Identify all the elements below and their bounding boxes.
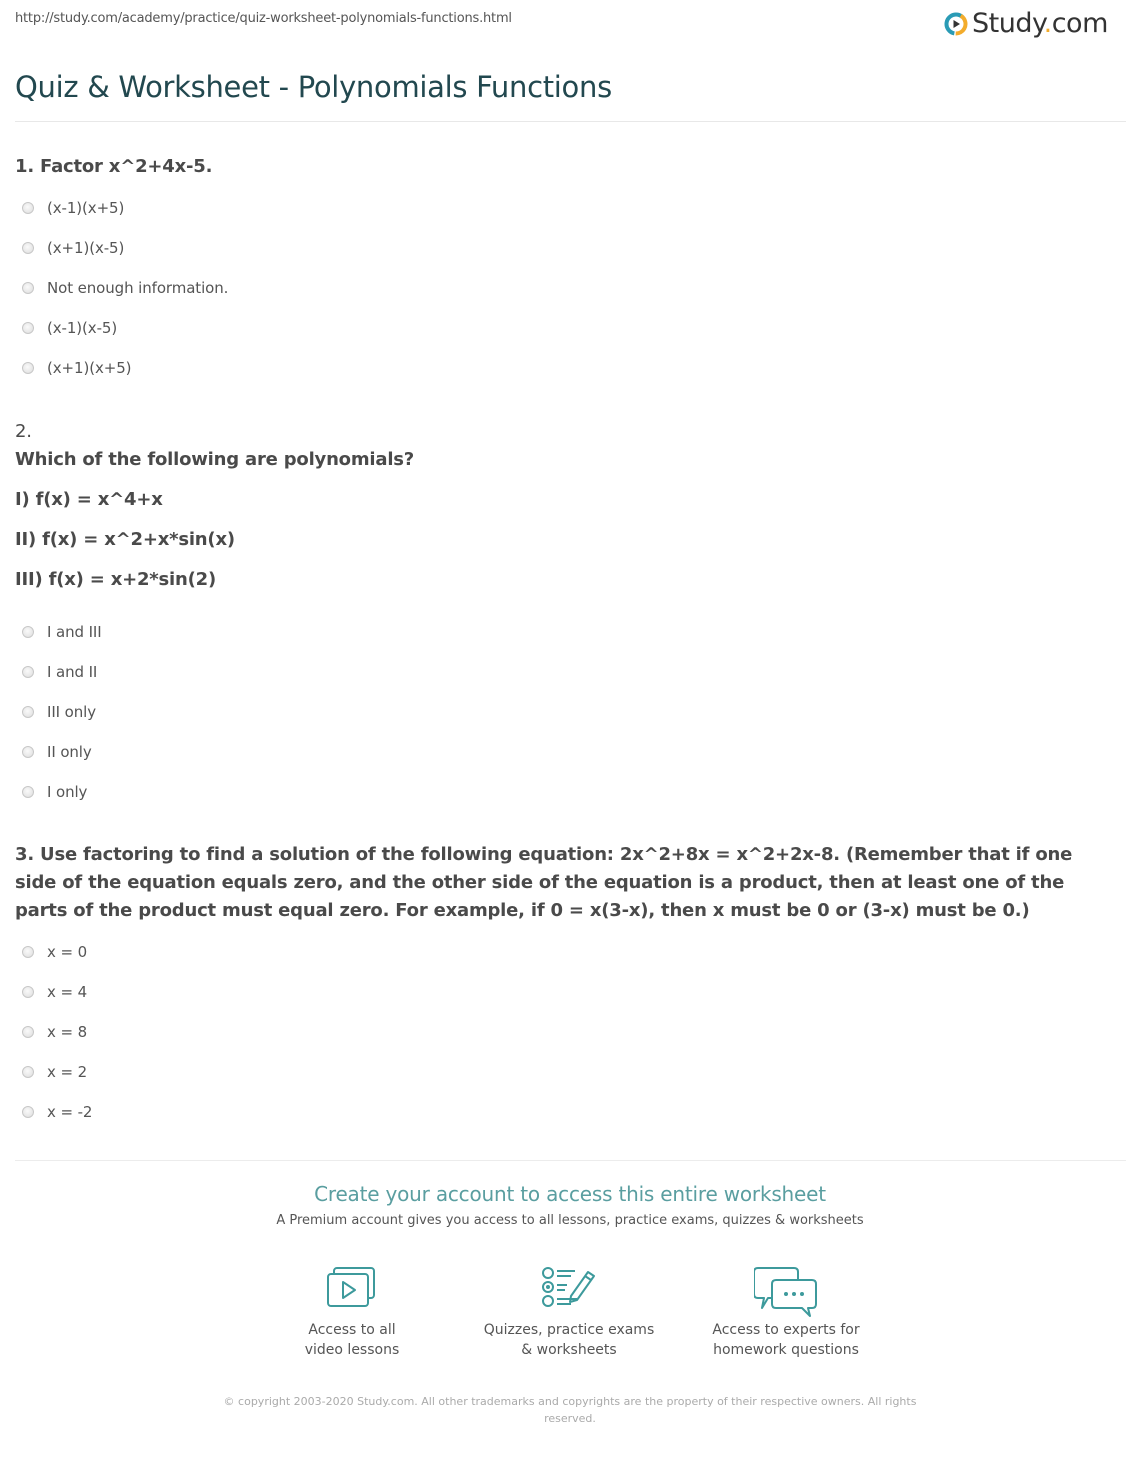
section-divider — [15, 1160, 1126, 1161]
radio-button[interactable] — [22, 626, 34, 638]
radio-button[interactable] — [22, 1026, 34, 1038]
q2-option-1[interactable]: I and III — [22, 622, 102, 642]
feature-video-lessons — [252, 1266, 452, 1360]
page-title: Quiz & Worksheet - Polynomials Functions — [15, 70, 612, 104]
logo-suffix: com — [1051, 8, 1108, 39]
video-lessons-icon — [326, 1266, 378, 1310]
feature-label: Access to all video lessons — [304, 1322, 400, 1358]
radio-button[interactable] — [22, 1106, 34, 1118]
question-3-heading: 3. Use factoring to find a solution of the following equation: 2x^2+8x = x^2+2x-8. (Remember that if one side of the equation equals zero, and the other side of the equation is a product, then at least one of the parts of the product must equal zero. For example, if 0 = x(3-x), then x must be 0 or (3-x) must be 0.) — [15, 844, 1073, 921]
q1-option-5[interactable]: (x+1)(x+5) — [22, 358, 131, 378]
q1-option-4[interactable]: (x-1)(x-5) — [22, 318, 117, 338]
radio-button[interactable] — [22, 946, 34, 958]
logo-text: Study — [972, 8, 1044, 39]
feature-label: Access to experts for homework questions — [712, 1322, 860, 1358]
q3-option-5[interactable]: x = -2 — [22, 1102, 92, 1122]
expert-chat-icon — [754, 1266, 818, 1318]
q2-option-2[interactable]: I and II — [22, 662, 97, 682]
q3-option-3[interactable]: x = 8 — [22, 1022, 87, 1042]
radio-button[interactable] — [22, 322, 34, 334]
radio-button[interactable] — [22, 746, 34, 758]
feature-experts — [686, 1266, 886, 1360]
radio-button[interactable] — [22, 1066, 34, 1078]
study-play-logo-icon — [944, 12, 968, 36]
question-2-prompt: Which of the following are polynomials? — [15, 449, 415, 470]
cta-subtitle: A Premium account gives you access to all lessons, practice exams, quizzes & worksheets — [276, 1213, 864, 1228]
study-logo[interactable] — [944, 8, 1108, 40]
q3-option-1[interactable]: x = 0 — [22, 942, 87, 962]
cta-title[interactable]: Create your account to access this entire worksheet — [314, 1182, 826, 1206]
radio-button[interactable] — [22, 242, 34, 254]
q1-option-3[interactable]: Not enough information. — [22, 278, 228, 298]
title-divider — [15, 121, 1126, 122]
logo-dot: . — [1043, 8, 1052, 39]
quiz-checklist-icon — [541, 1266, 597, 1310]
radio-button[interactable] — [22, 666, 34, 678]
q3-option-4[interactable]: x = 2 — [22, 1062, 87, 1082]
radio-button[interactable] — [22, 986, 34, 998]
radio-button[interactable] — [22, 202, 34, 214]
question-2-statement-3: III) f(x) = x+2*sin(2) — [15, 569, 217, 590]
q2-option-4[interactable]: II only — [22, 742, 92, 762]
q2-option-3[interactable]: III only — [22, 702, 96, 722]
radio-button[interactable] — [22, 786, 34, 798]
copyright-footer: © copyright 2003-2020 Study.com. All other trademarks and copyrights are the property of their respective owners. All rights reserved. — [223, 1395, 917, 1425]
radio-button[interactable] — [22, 282, 34, 294]
q3-option-2[interactable]: x = 4 — [22, 982, 87, 1002]
feature-quizzes — [469, 1266, 669, 1360]
q2-option-5[interactable]: I only — [22, 782, 87, 802]
question-2-statement-2: II) f(x) = x^2+x*sin(x) — [15, 529, 235, 550]
radio-button[interactable] — [22, 362, 34, 374]
question-2-statement-1: I) f(x) = x^4+x — [15, 489, 163, 510]
question-2-number: 2. — [15, 421, 32, 442]
q1-option-2[interactable]: (x+1)(x-5) — [22, 238, 124, 258]
question-1-heading: 1. Factor x^2+4x-5. — [15, 156, 213, 177]
feature-label: Quizzes, practice exams & worksheets — [483, 1322, 655, 1358]
page-url: http://study.com/academy/practice/quiz-worksheet-polynomials-functions.html — [15, 11, 512, 26]
q1-option-1[interactable]: (x-1)(x+5) — [22, 198, 124, 218]
radio-button[interactable] — [22, 706, 34, 718]
